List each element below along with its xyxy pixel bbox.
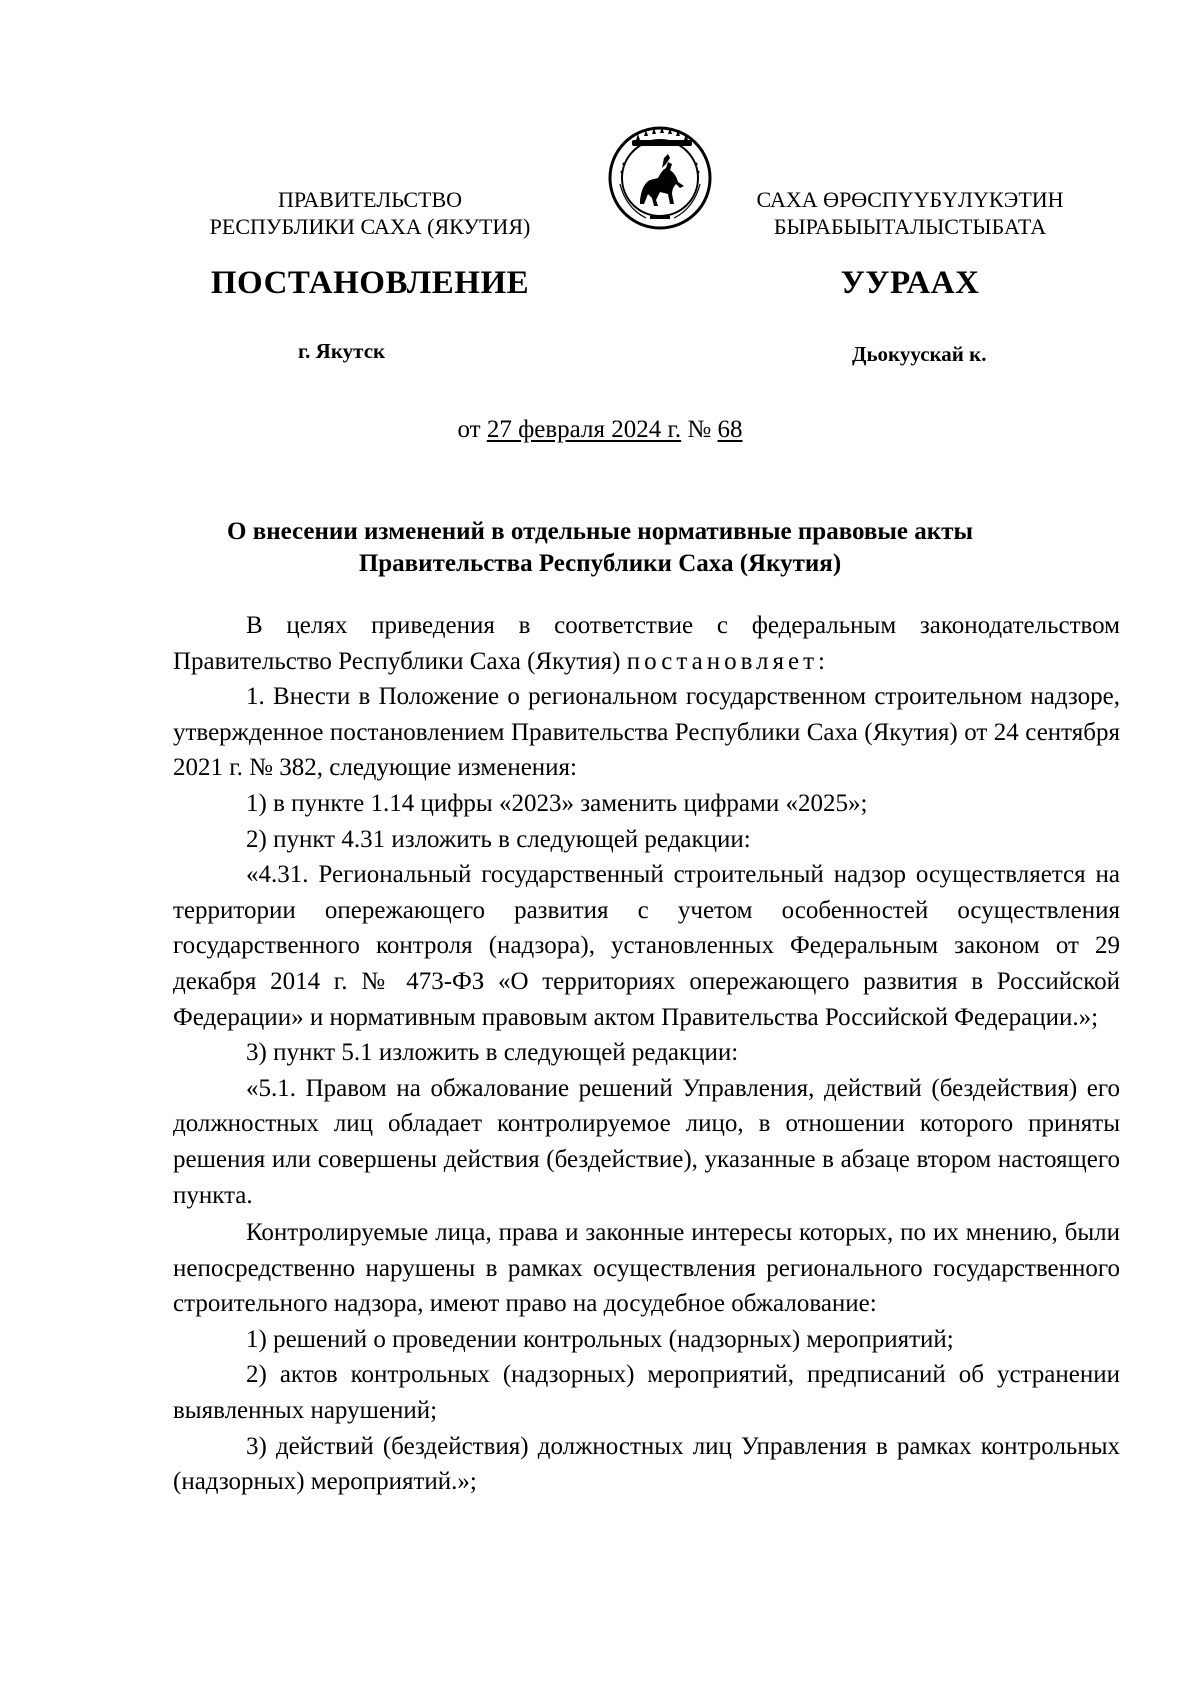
date-prefix: от <box>457 416 487 443</box>
document-type-sakha: УУРААХ <box>840 265 980 301</box>
city-sakha: Дьокуускай к. <box>852 342 987 366</box>
paragraph-controlled-persons: Контролируемые лица, права и законные интересы которых, по их мнению, были непосредственно нарушены в рамках осуществления регионального государственного строительного надзора, имеют право на досудебное обжалование: <box>173 1219 1120 1318</box>
paragraph-subitem-2: 2) пункт 4.31 изложить в следующей редакции: <box>246 825 751 853</box>
list-item-1: 1) решений о проведении контрольных (надзорных) мероприятий; <box>246 1325 954 1353</box>
paragraph-clause-5-1: «5.1. Правом на обжалование решений Управления, действий (бездействия) его должностных лиц обладает контролируемое лицо, в отношении которого приняты решения или совершены действия (бездействие), указанные в абзаце втором настоящего пункта. <box>173 1074 1120 1209</box>
document-date: 27 февраля 2024 г. <box>486 416 682 443</box>
government-name-sakha-line-1: САХА ӨРӨСПҮҮБҮЛҮКЭТИН <box>756 187 1064 212</box>
document-title-line-2: Правительства Республики Саха (Якутия) <box>358 550 842 577</box>
preamble-colon: : <box>818 647 825 675</box>
government-name-line-1: ПРАВИТЕЛЬСТВО <box>277 187 463 212</box>
government-name-russian <box>180 186 560 240</box>
paragraph-subitem-1: 1) в пункте 1.14 цифры «2023» заменить цифрами «2025»; <box>246 789 868 817</box>
list-item-2: 2) актов контрольных (надзорных) мероприятий, предписаний об устранении выявленных нарушений; <box>173 1361 1120 1425</box>
list-item-3: 3) действий (бездействия) должностных лиц Управления в рамках контрольных (надзорных) мероприятий.»; <box>173 1432 1120 1496</box>
government-name-sakha-line-2: БЫРАБЫЫТАЛЫСТЫБАТА <box>773 214 1047 239</box>
document-body <box>173 608 1120 1500</box>
coat-of-arms-icon <box>606 124 714 232</box>
paragraph-preamble <box>173 608 1120 679</box>
paragraph-subitem-3: 3) пункт 5.1 изложить в следующей редакции: <box>246 1039 739 1067</box>
document-number: 68 <box>717 416 743 443</box>
document-type-russian: ПОСТАНОВЛЕНИЕ <box>210 265 530 301</box>
preamble-text: В целях приведения в соответствие с федеральным законодательством Правительство Республики Саха (Якутия) <box>173 612 1120 675</box>
resolves-word: постановляет <box>626 647 819 675</box>
number-label: № <box>681 416 718 443</box>
paragraph-clause-4-31: «4.31. Региональный государственный строительный надзор осуществляется на территории опережающего развития с учетом особенностей осуществления государственного контроля (надзора), установленных Федеральным законом от 29 декабря 2014 г. № 473-ФЗ «О территориях опережающего развития в Российской Федерации» и нормативным правовым актом Правительства Российской Федерации.»; <box>173 861 1120 1031</box>
paragraph-item-1: 1. Внести в Положение о региональном государственном строительном надзоре, утвержденное постановлением Правительства Республики Саха (Якутия) от 24 сентября 2021 г. № 382, следующие изменения: <box>173 683 1120 782</box>
date-and-number <box>0 416 1200 444</box>
government-name-line-2: РЕСПУБЛИКИ САХА (ЯКУТИЯ) <box>209 214 531 239</box>
document-title <box>140 516 1060 580</box>
document-title-line-1: О внесении изменений в отдельные нормативные правовые акты <box>227 518 973 545</box>
city-russian: г. Якутск <box>298 339 386 363</box>
government-name-sakha <box>725 186 1095 240</box>
